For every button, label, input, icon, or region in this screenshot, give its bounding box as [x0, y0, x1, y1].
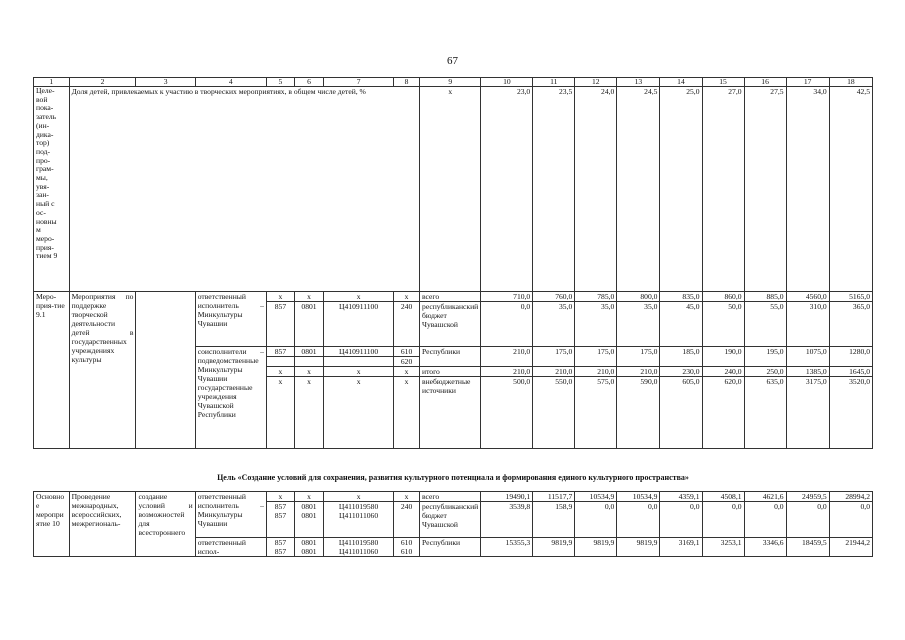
value-cell: 760,0 — [533, 292, 575, 302]
value-cell: 0,0 — [575, 502, 617, 538]
cell — [266, 538, 294, 557]
value-cell: 10534,9 — [617, 492, 660, 502]
budget-table-top — [33, 77, 873, 449]
measure91-row-total — [34, 292, 873, 302]
value-cell: 55,0 — [744, 302, 786, 347]
header-cell: 14 — [660, 78, 702, 87]
value-cell: 21944,2 — [829, 538, 872, 557]
header-cell: 7 — [324, 78, 394, 87]
cell-line: 857 — [274, 547, 287, 556]
value-cell: 0,0 — [660, 502, 702, 538]
value-cell: 590,0 — [617, 377, 660, 449]
value-cell: 15355,3 — [481, 538, 533, 557]
cell — [324, 538, 394, 557]
target-label-line: ос- — [36, 207, 46, 217]
measure10-name: Проведение межнародных, всероссийских, межрегиональ- — [69, 492, 136, 557]
value-cell: 3520,0 — [829, 377, 872, 449]
cell: республиканский бюджет Чувашской — [420, 502, 481, 538]
cell: 0801 — [294, 347, 323, 357]
value-cell: 4621,6 — [744, 492, 786, 502]
value-cell: 785,0 — [575, 292, 617, 302]
page-number: 67 — [447, 55, 458, 67]
cell: 857 — [266, 302, 294, 347]
target-value: 25,0 — [660, 87, 702, 292]
target-label-line: меро- — [36, 233, 55, 243]
value-cell: 210,0 — [617, 367, 660, 377]
cell: х — [294, 377, 323, 449]
header-cell: 6 — [294, 78, 323, 87]
cell-line: Ц411011060 — [339, 511, 379, 520]
value-cell: 0,0 — [829, 502, 872, 538]
value-cell: 11517,7 — [533, 492, 575, 502]
target-value: 42,5 — [829, 87, 872, 292]
value-cell: 550,0 — [533, 377, 575, 449]
value-cell: 3169,1 — [660, 538, 702, 557]
cell: х — [394, 292, 420, 302]
measure91-label: Меро-прия-тие 9.1 — [34, 292, 70, 449]
value-cell: 10534,9 — [575, 492, 617, 502]
cell: х — [394, 377, 420, 449]
value-cell: 710,0 — [481, 292, 533, 302]
measure91-col3 — [136, 292, 195, 449]
cell-line: Ц411019580 — [338, 502, 379, 511]
cell: 620 — [394, 357, 420, 367]
header-cell: 3 — [136, 78, 195, 87]
value-cell: 620,0 — [702, 377, 744, 449]
cell — [324, 357, 394, 367]
cell-line: 0801 — [301, 511, 317, 520]
header-cell: 18 — [829, 78, 872, 87]
target-label-line: вой — [36, 94, 48, 104]
value-cell: 605,0 — [660, 377, 702, 449]
cell: внебюджетные источники — [420, 377, 481, 449]
value-cell: 28994,2 — [829, 492, 872, 502]
cell — [324, 502, 394, 538]
measure91-coexecutors: соисполнители – подведомственные Минкультуры Чувашии государственные учреждения Чувашской Республики — [195, 347, 266, 449]
cell: х — [394, 492, 420, 502]
cell — [294, 502, 323, 538]
cell: х — [266, 492, 294, 502]
value-cell: 835,0 — [660, 292, 702, 302]
value-cell: 190,0 — [702, 347, 744, 367]
header-cell: 5 — [266, 78, 294, 87]
value-cell: 250,0 — [744, 367, 786, 377]
target-label-line: Целе- — [36, 86, 55, 95]
header-cell: 9 — [420, 78, 481, 87]
value-cell: 230,0 — [660, 367, 702, 377]
value-cell: 0,0 — [744, 502, 786, 538]
cell — [266, 502, 294, 538]
budget-table-bottom — [33, 491, 873, 557]
value-cell: 158,9 — [533, 502, 575, 538]
header-cell: 15 — [702, 78, 744, 87]
target-value: 34,0 — [786, 87, 829, 292]
header-cell: 2 — [69, 78, 136, 87]
value-cell: 1385,0 — [786, 367, 829, 377]
value-cell: 3175,0 — [786, 377, 829, 449]
cell: 610 — [394, 347, 420, 357]
value-cell: 860,0 — [702, 292, 744, 302]
cell-line: Ц411011060 — [339, 547, 379, 556]
cell-line: 0801 — [301, 502, 317, 511]
value-cell: 19490,1 — [481, 492, 533, 502]
value-cell: 4359,1 — [660, 492, 702, 502]
value-cell: 4508,1 — [702, 492, 744, 502]
cell: республиканский бюджет Чувашской — [420, 302, 481, 347]
cell: Республики — [420, 347, 481, 367]
target-value: 23,0 — [481, 87, 533, 292]
value-cell: 9819,9 — [575, 538, 617, 557]
target-label-line: ный с — [36, 199, 55, 209]
value-cell: 635,0 — [744, 377, 786, 449]
target-value: 27,5 — [744, 87, 786, 292]
target-value: 24,5 — [617, 87, 660, 292]
target-label-line: прия- — [36, 242, 54, 252]
value-cell: 1645,0 — [829, 367, 872, 377]
cell: х — [266, 367, 294, 377]
target-label-line: м — [36, 225, 41, 235]
value-cell: 18459,5 — [786, 538, 829, 557]
cell-line: 0801 — [301, 547, 317, 556]
cell: х — [294, 367, 323, 377]
target-label-line: увя- — [36, 181, 50, 191]
goal-heading: Цель «Создание условий для сохранения, развития культурного потенциала и формирования единого культурного пространства» — [217, 473, 689, 482]
measure10-responsible: ответственный исполнитель – Минкультуры Чувашии — [195, 492, 266, 538]
header-cell: 1 — [34, 78, 70, 87]
value-cell: 0,0 — [617, 502, 660, 538]
cell-line: 0801 — [301, 538, 317, 547]
target-label-line: зан- — [36, 190, 49, 200]
value-cell: 9819,9 — [617, 538, 660, 557]
cell: х — [324, 367, 394, 377]
cell: Ц410911100 — [324, 347, 394, 357]
target-label-line: новны — [36, 216, 57, 226]
header-cell: 4 — [195, 78, 266, 87]
target-label — [34, 87, 70, 292]
cell: 857 — [266, 347, 294, 357]
value-cell: 4560,0 — [786, 292, 829, 302]
cell-line: Ц411019580 — [338, 538, 379, 547]
cell: Ц410911100 — [324, 302, 394, 347]
cell: 240 — [394, 302, 420, 347]
target-label-line: про- — [36, 155, 51, 165]
cell: Республики — [420, 538, 481, 557]
value-cell: 500,0 — [481, 377, 533, 449]
value-cell: 175,0 — [617, 347, 660, 367]
value-cell: 3253,1 — [702, 538, 744, 557]
value-cell: 175,0 — [533, 347, 575, 367]
value-cell: 800,0 — [617, 292, 660, 302]
value-cell: 575,0 — [575, 377, 617, 449]
value-cell: 35,0 — [575, 302, 617, 347]
target-label-line: мы, — [36, 173, 48, 183]
value-cell: 1075,0 — [786, 347, 829, 367]
cell: х — [294, 292, 323, 302]
value-cell: 210,0 — [575, 367, 617, 377]
value-cell: 3539,8 — [481, 502, 533, 538]
cell — [294, 538, 323, 557]
target-col9: х — [420, 87, 481, 292]
value-cell: 9819,9 — [533, 538, 575, 557]
cell: х — [324, 292, 394, 302]
value-cell: 35,0 — [617, 302, 660, 347]
measure91-name: Мероприятия по поддержке творческой деятельности детей в государственных учреждениях культуры — [69, 292, 136, 449]
value-cell: 240,0 — [702, 367, 744, 377]
cell — [394, 538, 420, 557]
header-cell: 12 — [575, 78, 617, 87]
cell-line: 857 — [274, 502, 287, 511]
cell: всего — [420, 492, 481, 502]
target-description: Доля детей, привлекаемых к участию в творческих мероприятиях, в общем числе детей, % — [69, 87, 419, 292]
target-value: 23,5 — [533, 87, 575, 292]
header-cell: 11 — [533, 78, 575, 87]
header-cell: 13 — [617, 78, 660, 87]
cell — [294, 357, 323, 367]
value-cell: 175,0 — [575, 347, 617, 367]
target-label-line: тием 9 — [36, 251, 58, 261]
value-cell: 210,0 — [481, 347, 533, 367]
target-label-line: под- — [36, 146, 51, 156]
measure10-label: Основное мероприятие 10 — [34, 492, 70, 557]
value-cell: 210,0 — [533, 367, 575, 377]
value-cell: 45,0 — [660, 302, 702, 347]
value-cell: 5165,0 — [829, 292, 872, 302]
cell: 0801 — [294, 302, 323, 347]
target-label-line: затель — [36, 112, 57, 122]
target-label-line: грам- — [36, 164, 54, 174]
cell-line: 857 — [274, 538, 287, 547]
header-row — [34, 78, 873, 87]
value-cell: 885,0 — [744, 292, 786, 302]
value-cell: 365,0 — [829, 302, 872, 347]
target-value: 27,0 — [702, 87, 744, 292]
cell-line: 857 — [274, 511, 287, 520]
value-cell: 310,0 — [786, 302, 829, 347]
cell: всего — [420, 292, 481, 302]
cell: х — [266, 377, 294, 449]
target-indicator-row — [34, 87, 873, 292]
value-cell: 0,0 — [786, 502, 829, 538]
cell-line: 610 — [400, 547, 413, 556]
cell: х — [394, 367, 420, 377]
measure10-responsible-2: ответственный испол- — [195, 538, 266, 557]
target-label-line: тор) — [36, 138, 50, 148]
cell: х — [324, 492, 394, 502]
value-cell: 0,0 — [702, 502, 744, 538]
cell: 240 — [394, 502, 420, 538]
value-cell: 210,0 — [481, 367, 533, 377]
value-cell: 0,0 — [481, 302, 533, 347]
value-cell: 24959,5 — [786, 492, 829, 502]
cell: х — [266, 292, 294, 302]
target-label-line: пока- — [36, 103, 54, 113]
header-cell: 17 — [786, 78, 829, 87]
cell: х — [294, 492, 323, 502]
value-cell: 185,0 — [660, 347, 702, 367]
measure91-responsible: ответственный исполнитель – Минкультуры Чувашии — [195, 292, 266, 347]
target-label-line: (ин- — [36, 120, 50, 130]
measure10-purpose: создание условий и возможностей для всестороннего — [136, 492, 195, 557]
measure10-row-total — [34, 492, 873, 502]
cell-line: 610 — [400, 538, 413, 547]
value-cell: 1280,0 — [829, 347, 872, 367]
cell: х — [324, 377, 394, 449]
header-cell: 10 — [481, 78, 533, 87]
cell — [266, 357, 294, 367]
header-cell: 8 — [394, 78, 420, 87]
value-cell: 50,0 — [702, 302, 744, 347]
value-cell: 3346,6 — [744, 538, 786, 557]
target-value: 24,0 — [575, 87, 617, 292]
value-cell: 195,0 — [744, 347, 786, 367]
cell: итого — [420, 367, 481, 377]
header-cell: 16 — [744, 78, 786, 87]
target-label-line: дика- — [36, 129, 54, 139]
value-cell: 35,0 — [533, 302, 575, 347]
